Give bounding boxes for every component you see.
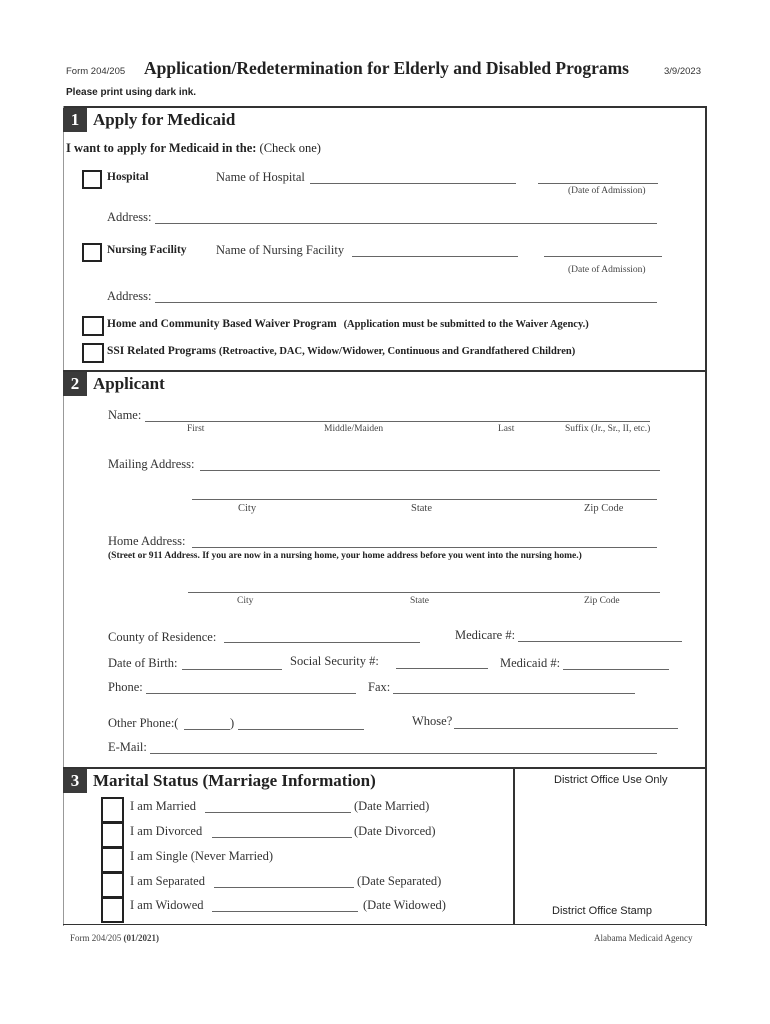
ssi-related-checkbox[interactable]	[82, 343, 104, 363]
home-zip-caption: Zip Code	[584, 596, 620, 606]
hospital-admission-caption: (Date of Admission)	[568, 186, 646, 196]
dob-label: Date of Birth:	[108, 656, 178, 670]
single-label: I am Single (Never Married)	[130, 849, 273, 863]
name-label: Name:	[108, 408, 142, 422]
medicaid-field[interactable]	[563, 669, 669, 670]
married-date-caption: (Date Married)	[354, 799, 430, 813]
frame-left	[63, 106, 64, 926]
ssn-label: Social Security #:	[290, 654, 379, 668]
hcbs-waiver-label: Home and Community Based Waiver Program	[107, 318, 337, 330]
mailing-address-field[interactable]	[200, 470, 660, 471]
phone-field[interactable]	[146, 693, 356, 694]
mailing-zip-caption: Zip Code	[584, 503, 624, 514]
married-date-field[interactable]	[205, 812, 351, 813]
widowed-label: I am Widowed	[130, 898, 204, 912]
nursing-admission-caption: (Date of Admission)	[568, 265, 646, 275]
widowed-date-field[interactable]	[212, 911, 358, 912]
nursing-facility-name-field[interactable]	[352, 256, 518, 257]
whose-field[interactable]	[454, 728, 678, 729]
hospital-admission-date-field[interactable]	[538, 183, 658, 184]
phone-label: Phone:	[108, 680, 143, 694]
separated-date-caption: (Date Separated)	[357, 874, 442, 888]
divorced-date-caption: (Date Divorced)	[354, 824, 436, 838]
form-date: 3/9/2023	[664, 66, 701, 77]
other-phone-close-paren: )	[230, 716, 235, 730]
district-office-stamp: District Office Stamp	[552, 905, 653, 917]
separated-checkbox[interactable]	[101, 872, 124, 898]
county-field[interactable]	[224, 642, 420, 643]
nursing-facility-checkbox[interactable]	[82, 243, 102, 262]
ssi-related-option	[107, 345, 575, 357]
fax-label: Fax:	[368, 680, 391, 694]
hospital-name-field[interactable]	[310, 183, 516, 184]
nursing-address-field[interactable]	[155, 302, 657, 303]
district-box-left	[513, 767, 515, 924]
married-label: I am Married	[130, 799, 196, 813]
nursing-admission-date-field[interactable]	[544, 256, 662, 257]
home-address-field[interactable]	[192, 547, 657, 548]
home-address-note: (Street or 911 Address. If you are now in a nursing home, your home address before you went into the nursing home.)	[108, 551, 582, 561]
footer-agency: Alabama Medicaid Agency	[594, 933, 693, 943]
last-name-caption: Last	[498, 424, 515, 434]
footer-form-revision: (01/2021)	[123, 933, 160, 943]
medicaid-label: Medicaid #:	[500, 656, 561, 670]
separated-label: I am Separated	[130, 874, 205, 888]
section-number: 2	[63, 372, 87, 396]
section2-divider	[63, 370, 707, 372]
county-label: County of Residence:	[108, 630, 217, 644]
mailing-state-caption: State	[411, 503, 432, 514]
hospital-name-label: Name of Hospital	[216, 170, 305, 184]
hospital-label: Hospital	[107, 171, 149, 183]
single-checkbox[interactable]	[101, 847, 124, 873]
footer-form-prefix: Form 204/205	[70, 933, 124, 943]
hcbs-waiver-option	[107, 318, 589, 330]
home-state-caption: State	[410, 596, 429, 606]
apply-prompt	[66, 141, 321, 156]
nursing-address-label: Address:	[107, 289, 152, 303]
hcbs-waiver-note: (Application must be submitted to the Waiver Agency.)	[343, 319, 589, 330]
form-number: Form 204/205	[66, 66, 126, 77]
ink-instruction: Please print using dark ink.	[66, 87, 197, 98]
district-office-use: District Office Use Only	[554, 774, 668, 786]
whose-label: Whose?	[412, 714, 453, 728]
frame-bottom	[63, 924, 707, 925]
frame-right	[705, 106, 707, 926]
mailing-address-label: Mailing Address:	[108, 457, 195, 471]
ssn-field[interactable]	[396, 668, 488, 669]
married-checkbox[interactable]	[101, 797, 124, 823]
section-number: 1	[63, 108, 87, 132]
home-city-state-zip-field[interactable]	[188, 592, 660, 593]
apply-prompt-note: (Check one)	[259, 141, 321, 155]
nursing-facility-label: Nursing Facility	[107, 244, 187, 256]
divorced-date-field[interactable]	[212, 837, 352, 838]
nursing-facility-name-label: Name of Nursing Facility	[216, 243, 345, 257]
hospital-address-label: Address:	[107, 210, 152, 224]
hospital-address-field[interactable]	[155, 223, 657, 224]
divorced-label: I am Divorced	[130, 824, 203, 838]
page-title: Application/Redetermination for Elderly and Disabled Programs	[144, 58, 629, 78]
separated-date-field[interactable]	[214, 887, 354, 888]
medicare-label: Medicare #:	[455, 628, 516, 642]
email-field[interactable]	[150, 753, 657, 754]
ssi-related-label: SSI Related Programs	[107, 345, 217, 357]
hcbs-waiver-checkbox[interactable]	[82, 316, 104, 336]
footer-form-number	[70, 933, 159, 943]
first-name-caption: First	[187, 424, 205, 434]
mailing-city-caption: City	[238, 503, 257, 514]
section-title: Applicant	[93, 374, 165, 393]
mailing-city-state-zip-field[interactable]	[192, 499, 657, 500]
fax-field[interactable]	[393, 693, 635, 694]
widowed-checkbox[interactable]	[101, 897, 124, 923]
divorced-checkbox[interactable]	[101, 822, 124, 848]
section3-divider	[63, 767, 707, 769]
other-phone-label: Other Phone:(	[108, 716, 179, 730]
dob-field[interactable]	[182, 669, 282, 670]
medicare-field[interactable]	[518, 641, 682, 642]
widowed-date-caption: (Date Widowed)	[363, 898, 446, 912]
home-city-caption: City	[237, 596, 254, 606]
section-title: Marital Status (Marriage Information)	[93, 771, 376, 790]
ssi-related-note: (Retroactive, DAC, Widow/Widower, Continuous and Grandfathered Children)	[218, 346, 576, 357]
home-address-label: Home Address:	[108, 534, 186, 548]
suffix-caption: Suffix (Jr., Sr., II, etc.)	[565, 424, 651, 434]
name-field[interactable]	[145, 421, 650, 422]
email-label: E-Mail:	[108, 740, 147, 754]
other-phone-area-field[interactable]	[184, 729, 230, 730]
other-phone-field[interactable]	[238, 729, 364, 730]
section-title: Apply for Medicaid	[93, 110, 236, 129]
hospital-checkbox[interactable]	[82, 170, 102, 189]
frame-top	[63, 106, 707, 108]
section-number: 3	[63, 769, 87, 793]
middle-name-caption: Middle/Maiden	[324, 424, 384, 434]
apply-prompt-text: I want to apply for Medicaid in the:	[66, 141, 257, 155]
